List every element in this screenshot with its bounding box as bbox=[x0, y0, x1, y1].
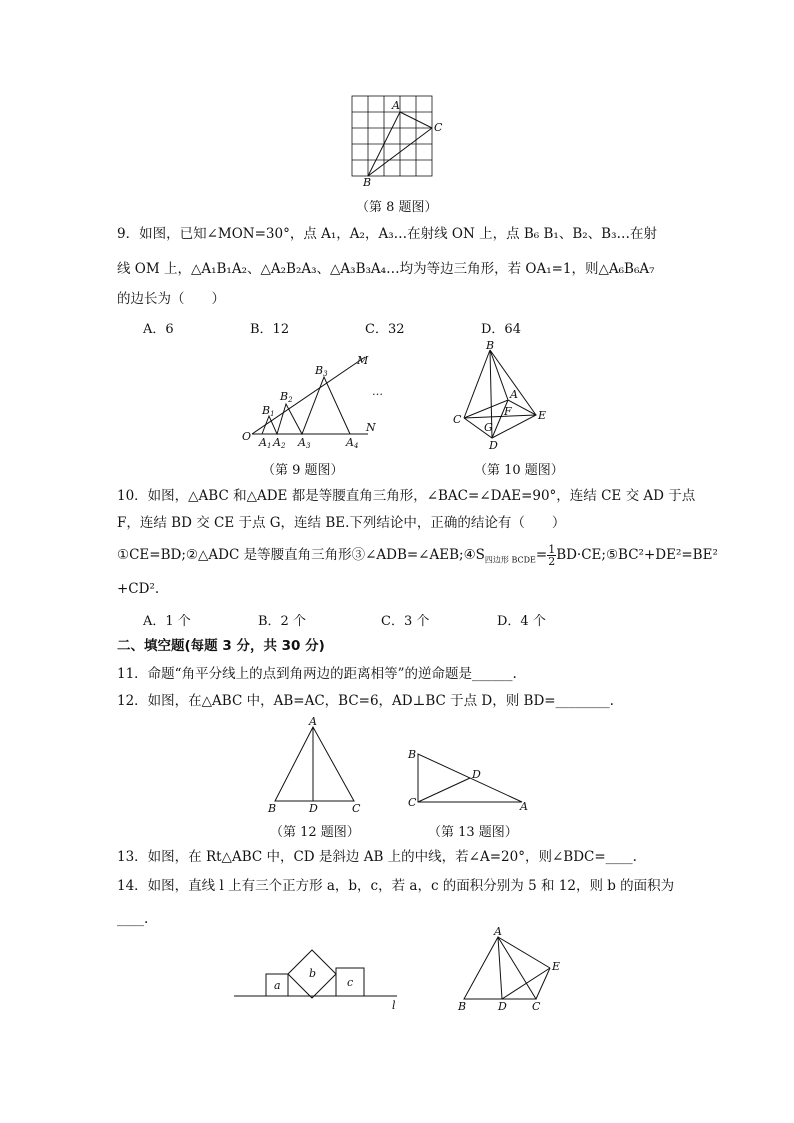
q10-option-b: B．2 个 bbox=[258, 614, 306, 629]
fig9-label-b2: B2 bbox=[280, 390, 293, 404]
fig12-label-d: D bbox=[309, 802, 318, 815]
q9-line2: 线 OM 上，△A₁B₁A₂、△A₂B₂A₃、△A₃B₃A₄…均为等边三角形，若 OA₁=1，则△A₆B₆A₇ bbox=[117, 261, 655, 277]
q9-option-a: A．6 bbox=[143, 322, 174, 337]
figure-15 bbox=[452, 925, 562, 1013]
q10-line2: F，连结 BD 交 CE 于点 G，连结 BE.下列结论中，正确的结论有（ ） bbox=[117, 515, 566, 531]
q9-option-c: C．32 bbox=[365, 322, 405, 337]
fig12-label-c: C bbox=[352, 802, 361, 815]
fig14-label-c: c bbox=[347, 976, 354, 989]
figure-13 bbox=[402, 742, 532, 812]
fig9-label-a2: A2 bbox=[273, 436, 286, 450]
fig9-label-a1: A1 bbox=[259, 436, 272, 450]
fig9-ellipsis: … bbox=[372, 385, 383, 398]
q13-text: 13．如图，在 Rt△ABC 中，CD 是斜边 AB 上的中线，若∠A=20°，则∠BDC=____. bbox=[117, 849, 637, 865]
q14-line1: 14．如图，直线 l 上有三个正方形 a，b，c，若 a，c 的面积分别为 5 和 12，则 b 的面积为 bbox=[117, 878, 675, 894]
q10-line3-part2: BD·CE;⑤BC²+DE²=BE² bbox=[556, 547, 718, 563]
fig9-label-o: O bbox=[242, 430, 252, 443]
q10-line4: +CD². bbox=[117, 581, 160, 597]
q10-line3 bbox=[117, 544, 718, 570]
fig14-label-l: l bbox=[392, 999, 396, 1012]
q14-line2: ____. bbox=[117, 911, 149, 927]
fig13-label-a: A bbox=[520, 800, 528, 813]
fig14-label-a: a bbox=[274, 979, 281, 992]
q10-option-a: A．1 个 bbox=[143, 614, 191, 629]
fig9-label-n: N bbox=[366, 421, 376, 434]
fig9-label-m: M bbox=[357, 354, 369, 367]
fig8-label-b: B bbox=[363, 176, 372, 189]
fig15-label-c: C bbox=[532, 1000, 541, 1013]
fig10-label-b: B bbox=[486, 339, 495, 352]
q10-frac-den: 2 bbox=[548, 555, 556, 568]
fig12-label-b: B bbox=[268, 802, 277, 815]
fig13-label-b: B bbox=[408, 748, 417, 761]
q10-frac-num: 1 bbox=[548, 543, 556, 556]
q10-line3-eq: = bbox=[535, 547, 548, 563]
fig9-label-a4: A4 bbox=[346, 436, 359, 450]
q10-fraction bbox=[547, 544, 556, 567]
q10-line3-part1: ①CE=BD;②△ADC 是等腰直角三角形③∠ADB=∠AEB;④S bbox=[117, 547, 485, 563]
q10-option-d: D．4 个 bbox=[497, 614, 546, 629]
fig12-label-a: A bbox=[309, 715, 317, 728]
fig10-label-d: D bbox=[489, 439, 498, 452]
fig15-label-d: D bbox=[498, 1000, 507, 1013]
fig8-label-a: A bbox=[392, 99, 400, 112]
figure-14 bbox=[232, 936, 402, 1011]
fig10-label-a: A bbox=[510, 388, 518, 401]
q10-line1: 10．如图，△ABC 和△ADE 都是等腰直角三角形，∠BAC=∠DAE=90°，连结 CE 交 AD 于点 bbox=[117, 488, 696, 504]
fig9-label-b1: B1 bbox=[262, 404, 275, 418]
fig13-caption: （第 13 题图） bbox=[428, 825, 518, 840]
fig15-label-b: B bbox=[458, 1000, 467, 1013]
fig9-caption: （第 9 题图） bbox=[262, 463, 344, 478]
q9-line1: 9．如图，已知∠MON=30°，点 A₁，A₂，A₃…在射线 ON 上，点 B₆ B₁、B₂、B₃…在射 bbox=[117, 226, 657, 242]
figure-9 bbox=[240, 348, 383, 453]
figure-12 bbox=[262, 715, 372, 815]
section-2-title: 二、填空题(每题 3 分，共 30 分) bbox=[117, 638, 325, 654]
figure-10 bbox=[450, 340, 560, 452]
fig9-label-a3: A3 bbox=[298, 436, 311, 450]
q12-text: 12．如图，在△ABC 中，AB=AC，BC=6，AD⊥BC 于点 D，则 BD=________. bbox=[117, 693, 614, 709]
fig10-label-e: E bbox=[538, 409, 547, 422]
fig9-label-b3: B3 bbox=[315, 364, 328, 378]
q10-option-c: C．3 个 bbox=[381, 614, 430, 629]
q10-line3-sub: 四边形 BCDE bbox=[484, 555, 536, 565]
fig12-caption: （第 12 题图） bbox=[270, 825, 360, 840]
fig13-label-c: C bbox=[408, 796, 417, 809]
fig10-label-g: G bbox=[484, 421, 493, 434]
fig15-label-e: E bbox=[552, 960, 561, 973]
q11-text: 11．命题“角平分线上的点到角两边的距离相等”的逆命题是______. bbox=[117, 666, 517, 682]
figure-8-grid bbox=[345, 90, 445, 190]
fig15-label-a: A bbox=[494, 925, 502, 938]
q9-option-b: B．12 bbox=[250, 322, 290, 337]
fig13-label-d: D bbox=[472, 768, 481, 781]
fig10-caption: （第 10 题图） bbox=[474, 463, 564, 478]
fig10-label-f: F bbox=[504, 405, 512, 418]
q9-option-d: D．64 bbox=[481, 322, 521, 337]
q9-line3: 的边长为（ ） bbox=[117, 291, 225, 307]
fig8-label-c: C bbox=[434, 121, 443, 134]
fig14-label-b: b bbox=[309, 967, 317, 980]
fig10-label-c: C bbox=[453, 413, 462, 426]
fig8-caption: （第 8 题图） bbox=[356, 200, 438, 215]
